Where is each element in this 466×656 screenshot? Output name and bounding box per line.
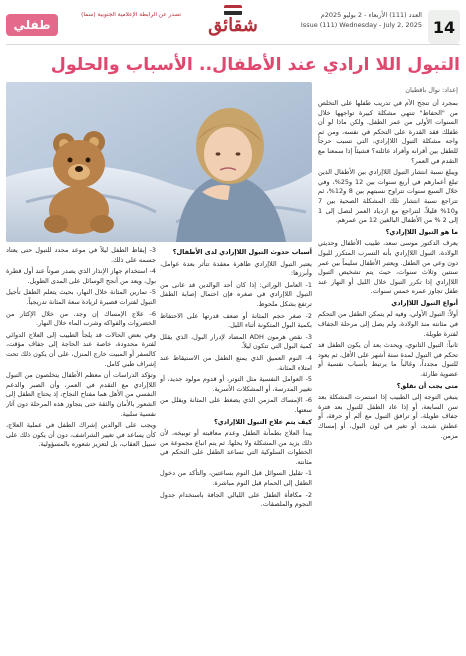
paragraph: 1- العامل الوراثي: إذا كان أحد الوالدين قد عانى من التبول اللاإرادي في صغره فإن احتمال إصابة الطفل ترتفع بشكل ملحوظ.	[160, 280, 312, 308]
paragraph: 6- الإمساك المزمن الذي يضغط على المثانة ويقلل من سعتها.	[160, 396, 312, 414]
article-byline: إعداد: نوال باقطيان	[405, 86, 458, 94]
paragraph: 3- نقص هرمون ADH المضاد لإدرار البول، الذي يقلل كمية البول التي تتكون ليلاً.	[160, 332, 312, 351]
paragraph: يعتبر التبول اللاإرادي ظاهرة معقدة تتأثر بعدة عوامل، وأبرزها:	[160, 259, 312, 278]
paragraph: ثانياً: التبول الثانوي، ويحدث بعد أن يكون الطفل قد تحكم في التبول لمدة ستة أشهر على الأقل، ثم يعود للتبول مجدداً، وغالباً ما يرتبط بأسباب نفسية أو عضوية طارئة.	[318, 341, 458, 379]
paragraph: يعرف الدكتور موسى سعد، طبيب الأطفال وحديثي الولادة، التبول اللاإرادي بأنه التسرب المتكرر للبول دون وعي من الطفل. ويعتبر الأطفال سليماً بين عمر سنتين وثلاث سنوات، حيث يتم تشخيص التبول اللاإرادي إذا تكرر التبول خلال الليل أو النهار عند طفل تجاوز عمره خمس سنوات.	[318, 239, 458, 296]
paragraph: 3- إيقاظ الطفل ليلاً في موعد محدد للتبول حتى يعتاد جسمه على ذلك.	[6, 246, 156, 264]
paragraph: ويجب على الوالدين إشراك الطفل في عملية العلاج، كأن يساعد في تغيير الشراشف، دون أن يكون ذلك على سبيل العقاب، بل لتعزيز شعوره بالمسؤولية.	[6, 421, 156, 449]
paragraph: 2- مكافأة الطفل على الليالي الجافة باستخدام جدول النجوم والملصقات.	[160, 490, 312, 509]
section-label[interactable]: طفلي	[6, 14, 58, 36]
paragraph: 5- العوامل النفسية مثل التوتر، أو قدوم مولود جديد، أو تغيير المدرسة، أو المشكلات الأسرية.	[160, 375, 312, 393]
article-column-right	[318, 99, 458, 647]
paragraph: وتؤكد الدراسات أن معظم الأطفال يتخلصون من التبول اللاإرادي مع التقدم في العمر، وأن الصبر والدعم النفسي من الأهل هما مفتاح النجاح، إذ يحتاج الطفل إلى الشعور بالأمان والثقة حتى يتجاوز هذه المرحلة دون آثار نفسية سلبية.	[6, 371, 156, 418]
logo-text: شقائق	[208, 15, 258, 36]
paragraph: 2- صغر حجم المثانة أو ضعف قدرتها على الاحتفاظ بكمية البول المتكونة أثناء الليل.	[160, 311, 312, 330]
page-number: 14	[428, 10, 460, 44]
paragraph: يبدأ العلاج بطمأنة الطفل وعدم معاقبته أو توبيخه، لأن ذلك يزيد من المشكلة ولا يحلها. ثم يتم اتباع مجموعة من الخطوات السلوكية التي تساعد الطفل على التحكم في مثانته.	[160, 429, 312, 466]
paragraph: ويبلغ نسبة انتشار التبول اللاإرادي بين الأطفال الذين تبلغ أعمارهم في أربع سنوات بين 12 و25%، وفي خلال السبع سنوات تتراوح نسبتهم بين 8 و12%، ثم تتراجع نسبة انتشار تلك المشكلة الصحية بين 7 و10% قليلاً، لتتراجع مع ازدياد العمر لتصل إلى 1 إلى 2 % من الأطفال البالغين 12 من عمرهم.	[318, 168, 458, 225]
paragraph: 4- النوم العميق الذي يمنع الطفل من الاستيقاظ عند امتلاء المثانة.	[160, 353, 312, 372]
issue-date-english: Issue (111) Wednesday - July 2, 2025	[300, 21, 422, 29]
newspaper-logo[interactable]	[183, 4, 283, 42]
issue-date-arabic: العدد (111) الأربعاء - 2 يوليو 2025م	[320, 11, 422, 19]
paragraph: ينبغي التوجه إلى الطبيب إذا استمرت المشكلة بعد سن السابعة، أو إذا عاد الطفل للتبول بعد فترة جفاف طويلة، أو ترافق التبول مع ألم أو حرقة، أو عطش شديد، أو تغير في لون البول، أو إمساك مزمن.	[318, 393, 458, 440]
subheading: كيف يتم علاج التبول اللاإرادي؟	[213, 417, 312, 426]
subheading: أسباب حدوث التبول اللاإرادي لدى الأطفال؟	[172, 248, 312, 256]
issue-info	[292, 10, 422, 30]
article-photo	[6, 82, 312, 242]
article-column-left	[6, 246, 156, 646]
paragraph: 1- تقليل السوائل قبل النوم بساعتين، والتأكد من دخول الطفل إلى الحمام قبل النوم مباشرة.	[160, 469, 312, 488]
paragraph: أولاً: التبول الأولي، وفيه لم يتمكن الطفل من التحكم في مثانته منذ الولادة، ولم يصل إلى مرحلة الجفاف لفترة طويلة.	[318, 310, 458, 338]
paragraph: بمجرد أن تنجح الأم في تدريب طفلها على التخلص من "الحفاظ" تنتهي مشكلة كبيرة تواجهها خلال السنوات الأولى من عمر الطفل. ولكن ماذا لو أن طفلك فقد القدرة على التحكم في نفسه، ومن ثم واجه مشكلة التبول اللاإرادي، التي تسبب حرجاً للطفل بين أقرانه وأفراد عائلته؟ فشيئاً إذا سمعنا مع التقدم في العمر؟	[318, 99, 458, 165]
paragraph: 4- استخدام جهاز الإنذار الذي يصدر صوتاً عند أول قطرة بول، ويعد من أنجح الوسائل على المدى الطويل.	[6, 267, 156, 285]
article-column-center	[160, 246, 312, 646]
subheading: متى يجب أن نقلق؟	[396, 381, 458, 390]
girl-with-teddy-bear-illustration	[6, 82, 312, 242]
masthead-divider	[6, 44, 460, 45]
subheading: ما هو التبول اللاإرادي؟	[385, 227, 458, 236]
article-headline: التبول اللا ارادي عند الأطفال.. الأسباب والحلول	[50, 55, 460, 75]
masthead	[0, 0, 466, 46]
paragraph: وفي بعض الحالات قد يلجأ الطبيب إلى العلاج الدوائي لفترة محدودة، خاصة عند الحاجة إلى جفاف مؤقت، كالسفر أو المبيت خارج المنزل، على أن يكون ذلك تحت إشراف طبي كامل.	[6, 330, 156, 368]
paragraph: 5- تمارين المثانة خلال النهار، بحيث يتعلم الطفل تأجيل التبول لفترات قصيرة لزيادة سعة المثانة تدريجياً.	[6, 288, 156, 306]
paragraph: 6- علاج الإمساك إن وجد، من خلال الإكثار من الخضروات والفواكه وشرب الماء خلال النهار.	[6, 309, 156, 328]
publisher-tagline: تصدر عن الرابطة الإعلامية الجنوبية (سما)	[81, 12, 181, 18]
subheading: أنواع التبول اللاإرادي	[391, 298, 458, 307]
